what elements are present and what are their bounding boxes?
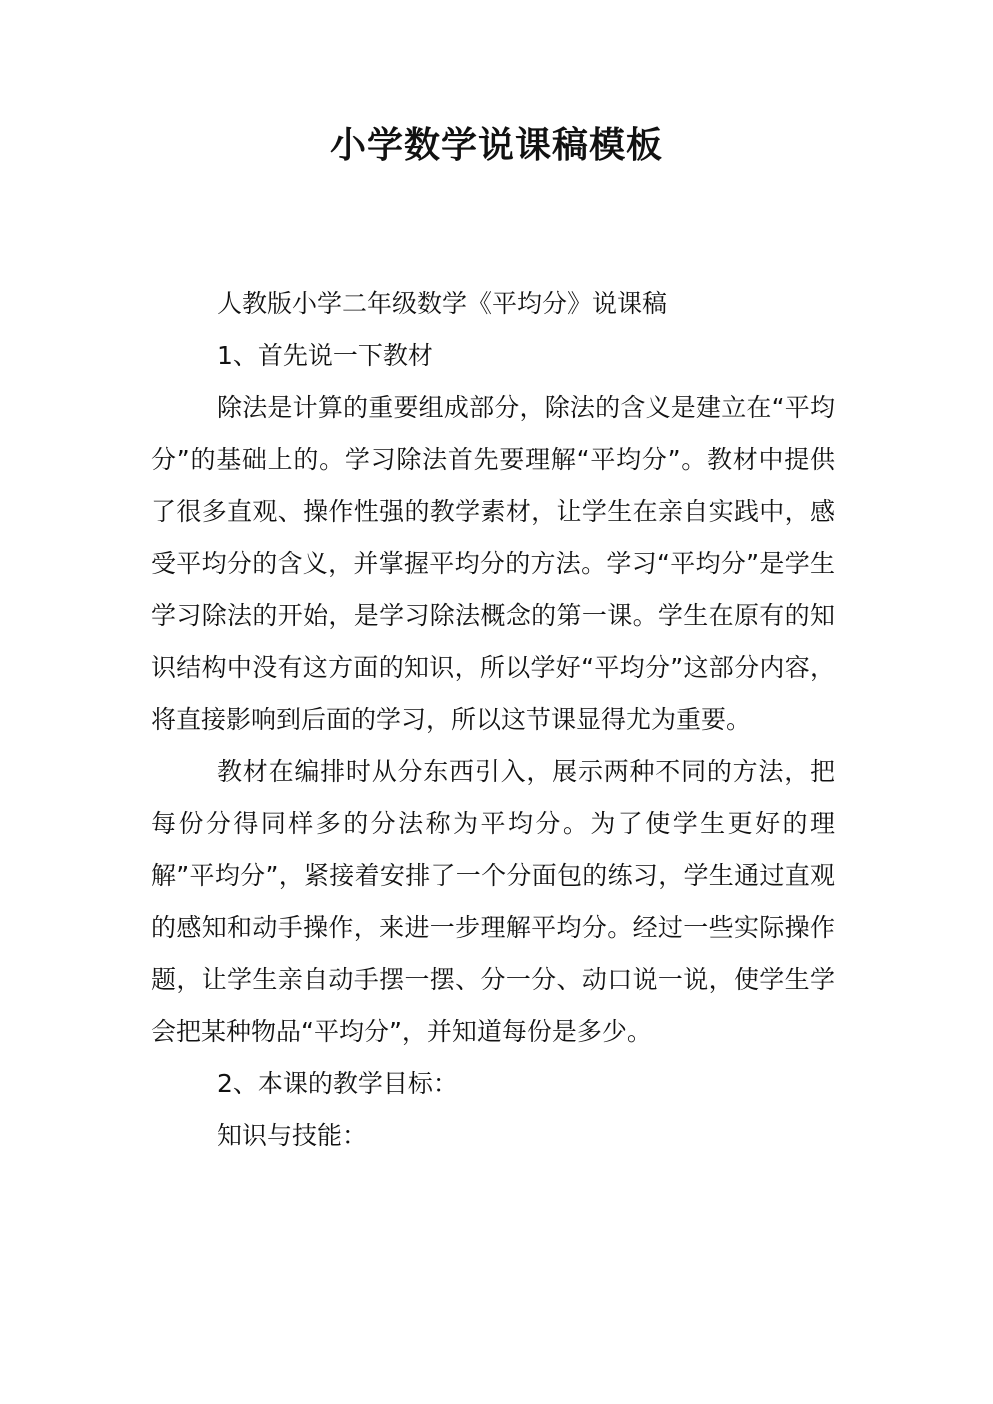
paragraph-section-2-heading: 2、本课的教学目标： xyxy=(217,1069,458,1098)
paragraph-subtitle: 人教版小学二年级数学《平均分》说课稿 xyxy=(217,289,668,318)
paragraph-textbook-intro: 除法是计算的重要组成部分，除法的含义是建立在“平均分”的基础上的。学习除法首先要理解“平均分”。教材中提供了很多直观、操作性强的教学素材，让学生在亲自实践中，感受平均分的含义，并掌握平均分的方法。学习“平均分”是学生学习除法的开始，是学习除法概念的第一课。学生在原有的知识结构中没有这方面的知识，所以学好“平均分”这部分内容，将直接影响到后面的学习，所以这节课显得尤为重要。 xyxy=(151,393,835,734)
paragraph-section-1-heading: 1、首先说一下教材 xyxy=(217,341,433,370)
paragraph-textbook-arrangement: 教材在编排时从分东西引入，展示两种不同的方法，把每份分得同样多的分法称为平均分。为了使学生更好的理解”平均分”，紧接着安排了一个分面包的练习，学生通过直观的感知和动手操作，来进一步理解平均分。经过一些实际操作题，让学生亲自动手摆一摆、分一分、动口说一说，使学生学会把某种物品“平均分”，并知道每份是多少。 xyxy=(151,757,835,1046)
paragraph-knowledge-skills: 知识与技能： xyxy=(217,1121,368,1150)
document-title: 小学数学说课稿模板 xyxy=(329,125,663,166)
document-body xyxy=(151,278,835,1162)
